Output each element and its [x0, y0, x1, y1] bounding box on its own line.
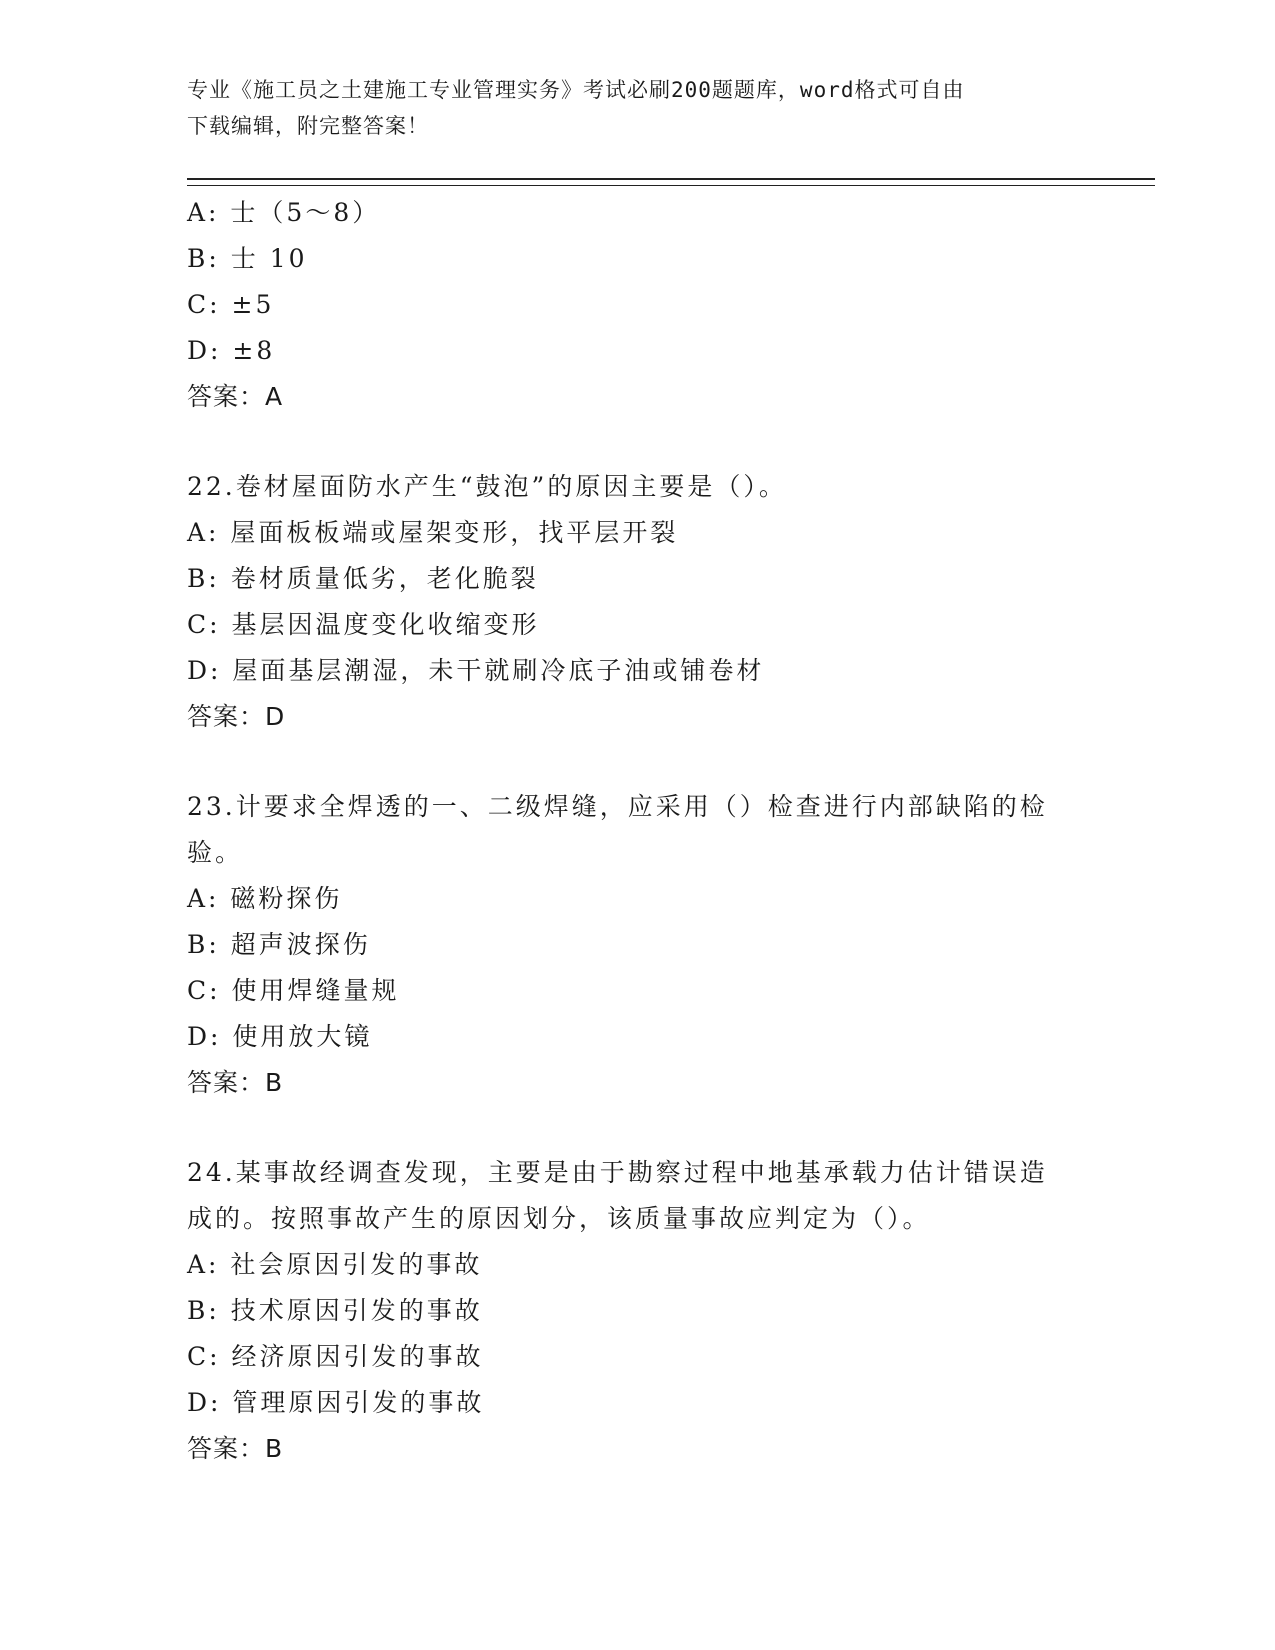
answer: 答案：B [187, 1068, 284, 1097]
document-header [187, 72, 1087, 144]
option-c: C: 基层因温度变化收缩变形 [187, 610, 540, 639]
question-text: 22.卷材屋面防水产生“鼓泡”的原因主要是（）。 [187, 472, 787, 501]
answer: 答案：A [187, 382, 284, 411]
option-c: C: ±5 [187, 290, 275, 319]
option-a: A: 士（5～8） [187, 198, 381, 227]
option-a: A: 磁粉探伤 [187, 884, 343, 913]
question-text-line-1: 23.计要求全焊透的一、二级焊缝，应采用（）检查进行内部缺陷的检 [187, 792, 1048, 821]
option-a: A: 社会原因引发的事故 [187, 1250, 483, 1279]
question-22 [187, 464, 1087, 740]
option-d: D: ±8 [187, 336, 276, 365]
option-a: A: 屋面板板端或屋架变形，找平层开裂 [187, 518, 679, 547]
question-text-line-2: 成的。按照事故产生的原因划分，该质量事故应判定为（）。 [187, 1204, 931, 1233]
option-d: D: 屋面基层潮湿，未干就刷冷底子油或铺卷材 [187, 656, 765, 685]
option-c: C: 使用焊缝量规 [187, 976, 400, 1005]
header-line-2: 下载编辑，附完整答案！ [187, 114, 429, 138]
option-b: B: 技术原因引发的事故 [187, 1296, 483, 1325]
header-divider [187, 178, 1155, 186]
question-text-line-2: 验。 [187, 838, 244, 867]
option-d: D: 管理原因引发的事故 [187, 1388, 485, 1417]
question-text-line-1: 24.某事故经调查发现，主要是由于勘察过程中地基承载力估计错误造 [187, 1158, 1048, 1187]
option-d: D: 使用放大镜 [187, 1022, 373, 1051]
header-line-1: 专业《施工员之土建施工专业管理实务》考试必刷200题题库，word格式可自由 [187, 78, 965, 102]
answer: 答案：B [187, 1434, 284, 1463]
option-c: C: 经济原因引发的事故 [187, 1342, 484, 1371]
option-b: B: 士 10 [187, 244, 308, 273]
question-24 [187, 1150, 1087, 1472]
answer: 答案：D [187, 702, 286, 731]
question-23 [187, 784, 1087, 1106]
option-b: B: 超声波探伤 [187, 930, 371, 959]
question-list [187, 190, 1087, 1472]
option-b: B: 卷材质量低劣，老化脆裂 [187, 564, 539, 593]
question-21-tail [187, 190, 1087, 420]
